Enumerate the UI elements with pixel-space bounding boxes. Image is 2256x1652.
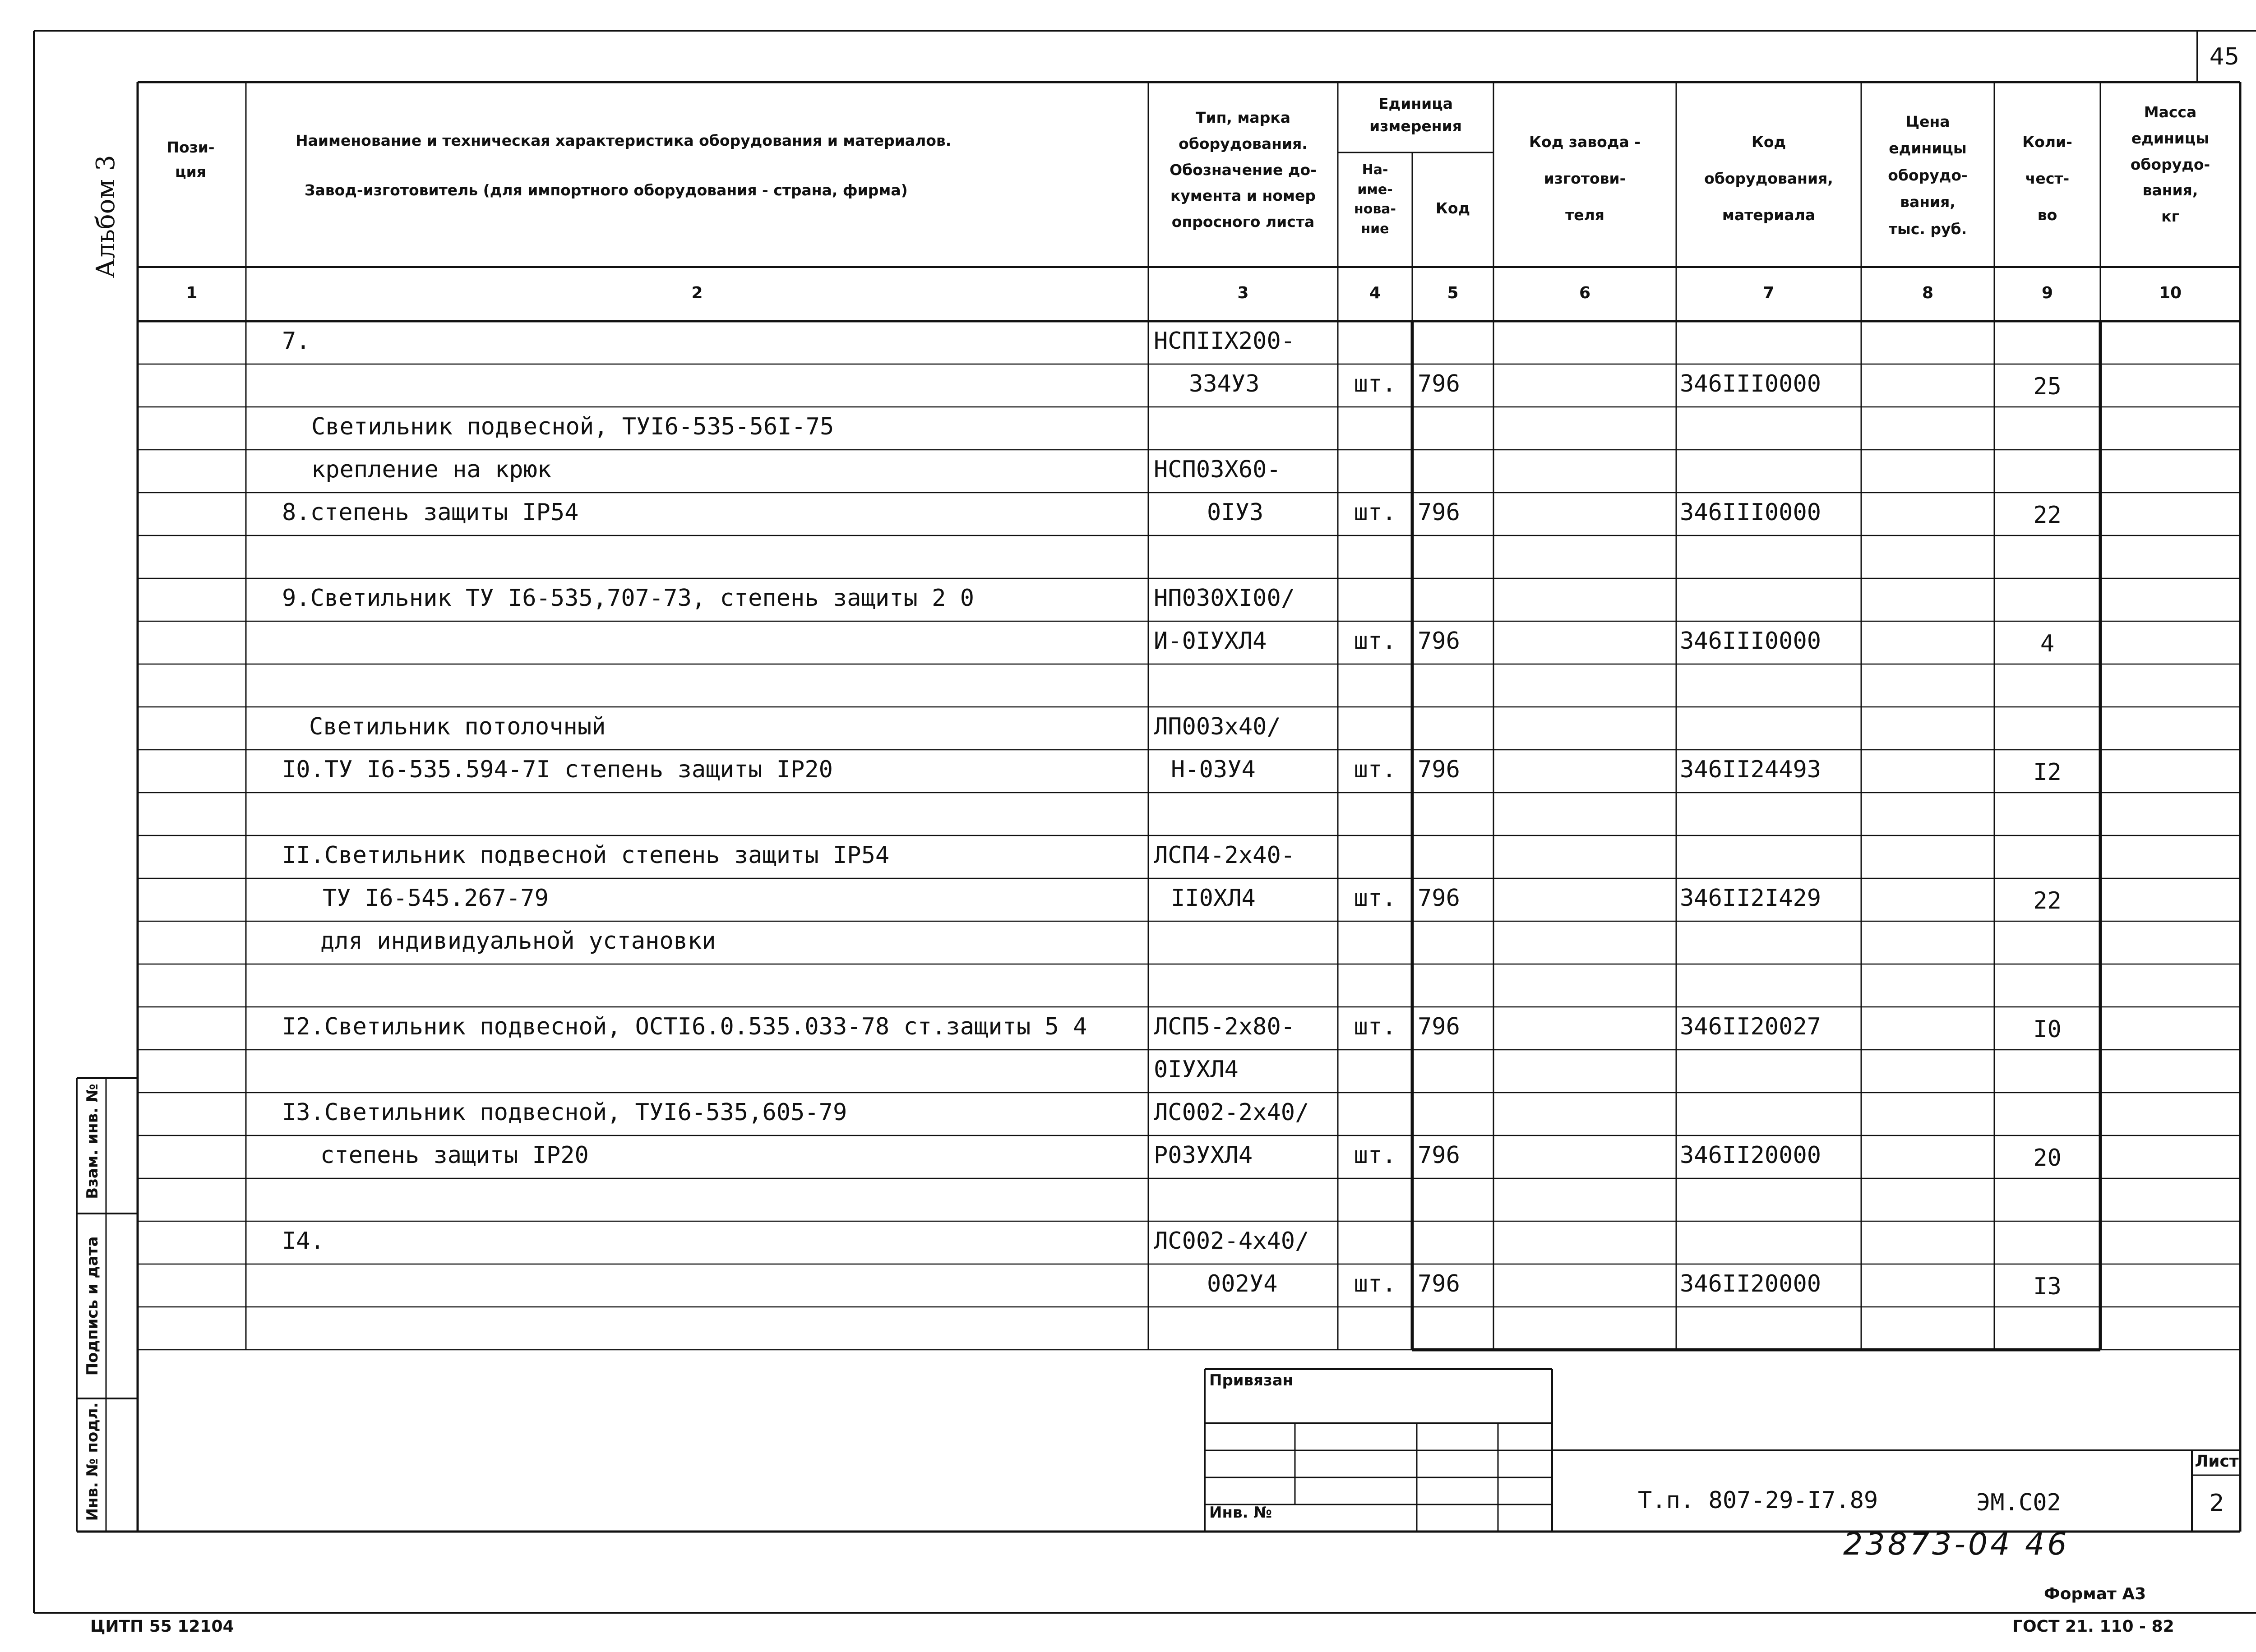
column-number: 7: [1763, 284, 1775, 302]
item-description: ТУ I6-545.267-79: [323, 885, 549, 912]
item-description: 8.степень защиты IP54: [282, 499, 579, 526]
item-unit-code: 796: [1418, 1270, 1460, 1297]
column-number: 9: [2041, 284, 2053, 302]
header-factory-code: Код завода - изготови- теля: [1529, 133, 1641, 224]
footer-format: Формат А3: [2044, 1585, 2146, 1603]
column-number: 8: [1922, 284, 1934, 302]
item-description: II.Светильник подвесной степень защиты IP54: [282, 842, 890, 869]
album-label: Альбом 3: [91, 155, 120, 278]
item-type-mark: 0IУХЛ4: [1154, 1056, 1239, 1083]
item-description: Светильник потолочный: [309, 713, 606, 740]
item-quantity: I0: [2033, 1016, 2062, 1043]
item-equipment-code: 346II2I429: [1680, 885, 1821, 912]
column-number: 5: [1447, 284, 1459, 302]
item-description: I0.ТУ I6-535.594-7I степень защиты IP20: [282, 756, 833, 783]
item-type-mark: ЛС002-2х40/: [1154, 1099, 1309, 1126]
header-equipment-code: Код оборудования, материала: [1704, 133, 1833, 224]
item-quantity: 25: [2033, 373, 2062, 400]
item-unit-name: шт.: [1354, 1142, 1396, 1169]
item-description: крепление на крюк: [311, 456, 552, 483]
item-type-mark: 334У3: [1189, 370, 1260, 397]
item-description: I3.Светильник подвесной, ТУI6-535,605-79: [282, 1099, 847, 1126]
item-equipment-code: 346III0000: [1680, 499, 1821, 526]
item-quantity: I2: [2033, 759, 2062, 786]
item-type-mark: ЛСП5-2х80-: [1154, 1013, 1295, 1040]
item-type-mark: 002У4: [1207, 1270, 1278, 1297]
inv-no-label: Инв. №: [1209, 1504, 1272, 1522]
item-equipment-code: 346II20027: [1680, 1013, 1821, 1040]
item-type-mark: И-0IУХЛ4: [1154, 628, 1267, 655]
item-description: I2.Светильник подвесной, ОСТI6.0.535.033-78 ст.защиты 5 4: [282, 1013, 1087, 1040]
document-code: Т.п. 807-29-I7.89: [1638, 1487, 1878, 1514]
item-type-mark: Н-03У4: [1171, 756, 1256, 783]
header-quantity: Коли- чест- во: [2022, 133, 2072, 224]
footer-gost: ГОСТ 21. 110 - 82: [2012, 1617, 2174, 1636]
item-description: Светильник подвесной, ТУI6-535-56I-75: [311, 413, 834, 440]
item-unit-name: шт.: [1354, 1013, 1396, 1040]
item-unit-code: 796: [1418, 628, 1460, 655]
item-description: I4.: [282, 1227, 324, 1255]
item-description: 7.: [282, 328, 310, 355]
sheet-number: 2: [2209, 1490, 2224, 1517]
header-unit-code: Код: [1435, 199, 1470, 217]
header-unit: Единица измерения: [1369, 95, 1462, 135]
item-quantity: 20: [2033, 1144, 2062, 1172]
handwritten-number: 23873-04 46: [1843, 1527, 2070, 1562]
header-unit-price: Цена единицы оборудо- вания, тыс. руб.: [1888, 113, 1968, 238]
footer-print-code: ЦИТП 55 12104: [90, 1617, 234, 1636]
page-number: 45: [2209, 43, 2240, 70]
item-type-mark: ЛП003х40/: [1154, 713, 1281, 740]
side-stamp-signature-date: Подпись и дата: [83, 1236, 102, 1376]
header-name-line2: Завод-изготовитель (для импортного оборудования - страна, фирма): [305, 181, 908, 199]
privyazan-label: Привязан: [1209, 1371, 1294, 1389]
item-type-mark: Р03УХЛ4: [1154, 1142, 1253, 1169]
item-equipment-code: 346II20000: [1680, 1142, 1821, 1169]
item-description: для индивидуальной установки: [320, 928, 716, 955]
item-equipment-code: 346II20000: [1680, 1270, 1821, 1297]
side-stamp-original-inv: Инв. № подл.: [83, 1402, 102, 1521]
item-unit-code: 796: [1418, 370, 1460, 397]
item-unit-name: шт.: [1354, 628, 1396, 655]
header-position: Пози- ция: [166, 138, 215, 181]
header-unit-name: На- име- нова- ние: [1354, 162, 1396, 237]
column-number: 1: [186, 284, 198, 302]
header-name-line1: Наименование и техническая характеристика оборудования и материалов.: [296, 132, 952, 149]
column-number: 4: [1369, 284, 1381, 302]
item-type-mark: НСП03Х60-: [1154, 456, 1281, 483]
item-unit-name: шт.: [1354, 756, 1396, 783]
header-unit-mass: Масса единицы оборудо- вания, кг: [2130, 103, 2210, 225]
item-unit-name: шт.: [1354, 499, 1396, 526]
item-unit-code: 796: [1418, 756, 1460, 783]
column-number: 6: [1579, 284, 1591, 302]
item-type-mark: 0IУ3: [1207, 499, 1264, 526]
item-type-mark: НСПIIХ200-: [1154, 328, 1295, 355]
item-quantity: 22: [2033, 887, 2062, 914]
item-quantity: I3: [2033, 1273, 2062, 1300]
item-quantity: 22: [2033, 502, 2062, 529]
item-type-mark: НП030ХI00/: [1154, 585, 1295, 612]
item-quantity: 4: [2040, 630, 2055, 657]
item-type-mark: ЛС002-4х40/: [1154, 1227, 1309, 1255]
column-number: 10: [2159, 284, 2182, 302]
item-unit-code: 796: [1418, 1142, 1460, 1169]
header-type-mark: Тип, марка оборудования. Обозначение до- кумента и номер опросного листа: [1170, 109, 1317, 231]
sheet-label: Лист: [2195, 1452, 2239, 1471]
item-unit-code: 796: [1418, 885, 1460, 912]
column-number: 2: [691, 284, 703, 302]
item-unit-name: шт.: [1354, 370, 1396, 397]
item-unit-name: шт.: [1354, 885, 1396, 912]
item-unit-code: 796: [1418, 499, 1460, 526]
item-equipment-code: 346II24493: [1680, 756, 1821, 783]
item-type-mark: ЛСП4-2х40-: [1154, 842, 1295, 869]
column-number: 3: [1237, 284, 1249, 302]
item-description: 9.Светильник ТУ I6-535,707-73, степень защиты 2 0: [282, 585, 975, 612]
item-unit-name: шт.: [1354, 1270, 1396, 1297]
item-type-mark: II0ХЛ4: [1171, 885, 1256, 912]
document-mark: ЭМ.С02: [1976, 1489, 2061, 1516]
item-equipment-code: 346III0000: [1680, 628, 1821, 655]
item-unit-code: 796: [1418, 1013, 1460, 1040]
item-description: степень защиты IP20: [320, 1142, 589, 1169]
item-equipment-code: 346III0000: [1680, 370, 1821, 397]
side-stamp-replace-inv: Взам. инв. №: [83, 1084, 102, 1199]
